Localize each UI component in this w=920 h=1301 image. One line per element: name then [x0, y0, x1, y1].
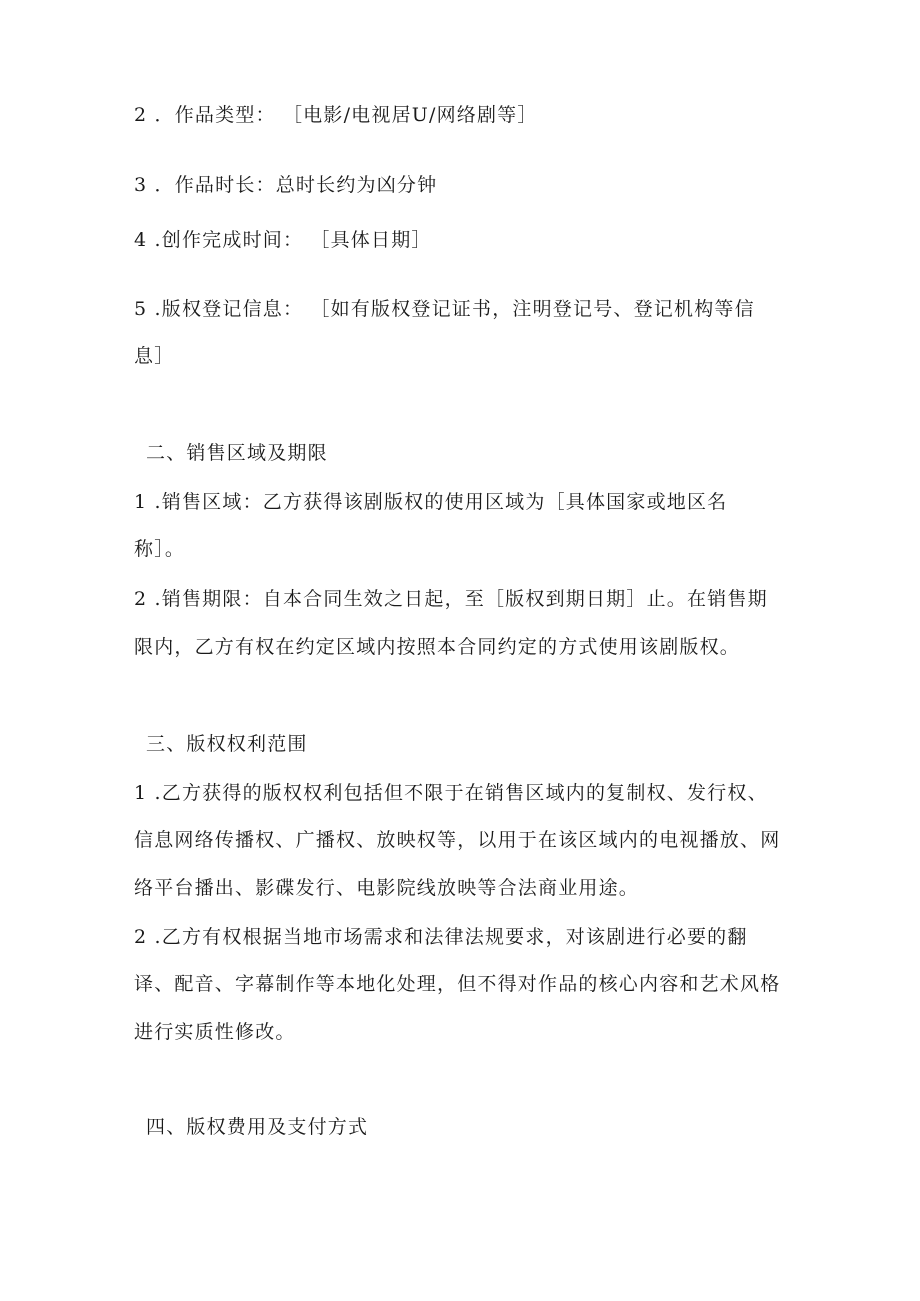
item-sales-period-cont: 限内，乙方有权在约定区域内按照本合同约定的方式使用该剧版权。: [134, 636, 741, 658]
item-sales-region-cont: 称］。: [134, 538, 186, 560]
item-rights-granted-cont2: 络平台播出、影碟发行、电影院线放映等合法商业用途。: [134, 877, 640, 899]
item-localization-cont2: 进行实质性修改。: [134, 1021, 296, 1043]
item-localization: 2 .乙方有权根据当地市场需求和法律法规要求，对该剧进行必要的翻: [134, 926, 748, 948]
section-heading-rights-scope: 三、版权权利范围: [146, 733, 308, 755]
item-rights-granted-cont1: 信息网络传播权、广播权、放映权等，以用于在该区域内的电视播放、网: [134, 829, 781, 851]
item-copyright-registration-cont: 息］: [134, 345, 175, 367]
section-heading-sales-region: 二、销售区域及期限: [146, 442, 328, 464]
item-work-duration: 3 ．作品时长：总时长约为凶分钟: [134, 174, 438, 196]
item-sales-period: 2 .销售期限：自本合同生效之日起，至［版权到期日期］止。在销售期: [134, 588, 768, 610]
item-completion-date: 4 .创作完成时间： ［具体日期］: [134, 229, 432, 251]
section-heading-fees-payment: 四、版权费用及支付方式: [146, 1116, 369, 1138]
item-rights-granted: 1 .乙方获得的版权权利包括但不限于在销售区域内的复制权、发行权、: [134, 782, 768, 804]
item-copyright-registration: 5 .版权登记信息： ［如有版权登记证书，注明登记号、登记机构等信: [134, 298, 755, 320]
item-sales-region: 1 .销售区域：乙方获得该剧版权的使用区域为［具体国家或地区名: [134, 491, 728, 513]
item-localization-cont1: 译、配音、字幕制作等本地化处理，但不得对作品的核心内容和艺术风格: [134, 973, 781, 995]
item-work-type: 2 ．作品类型： ［电影/电视居U/网络剧等］: [134, 104, 538, 126]
